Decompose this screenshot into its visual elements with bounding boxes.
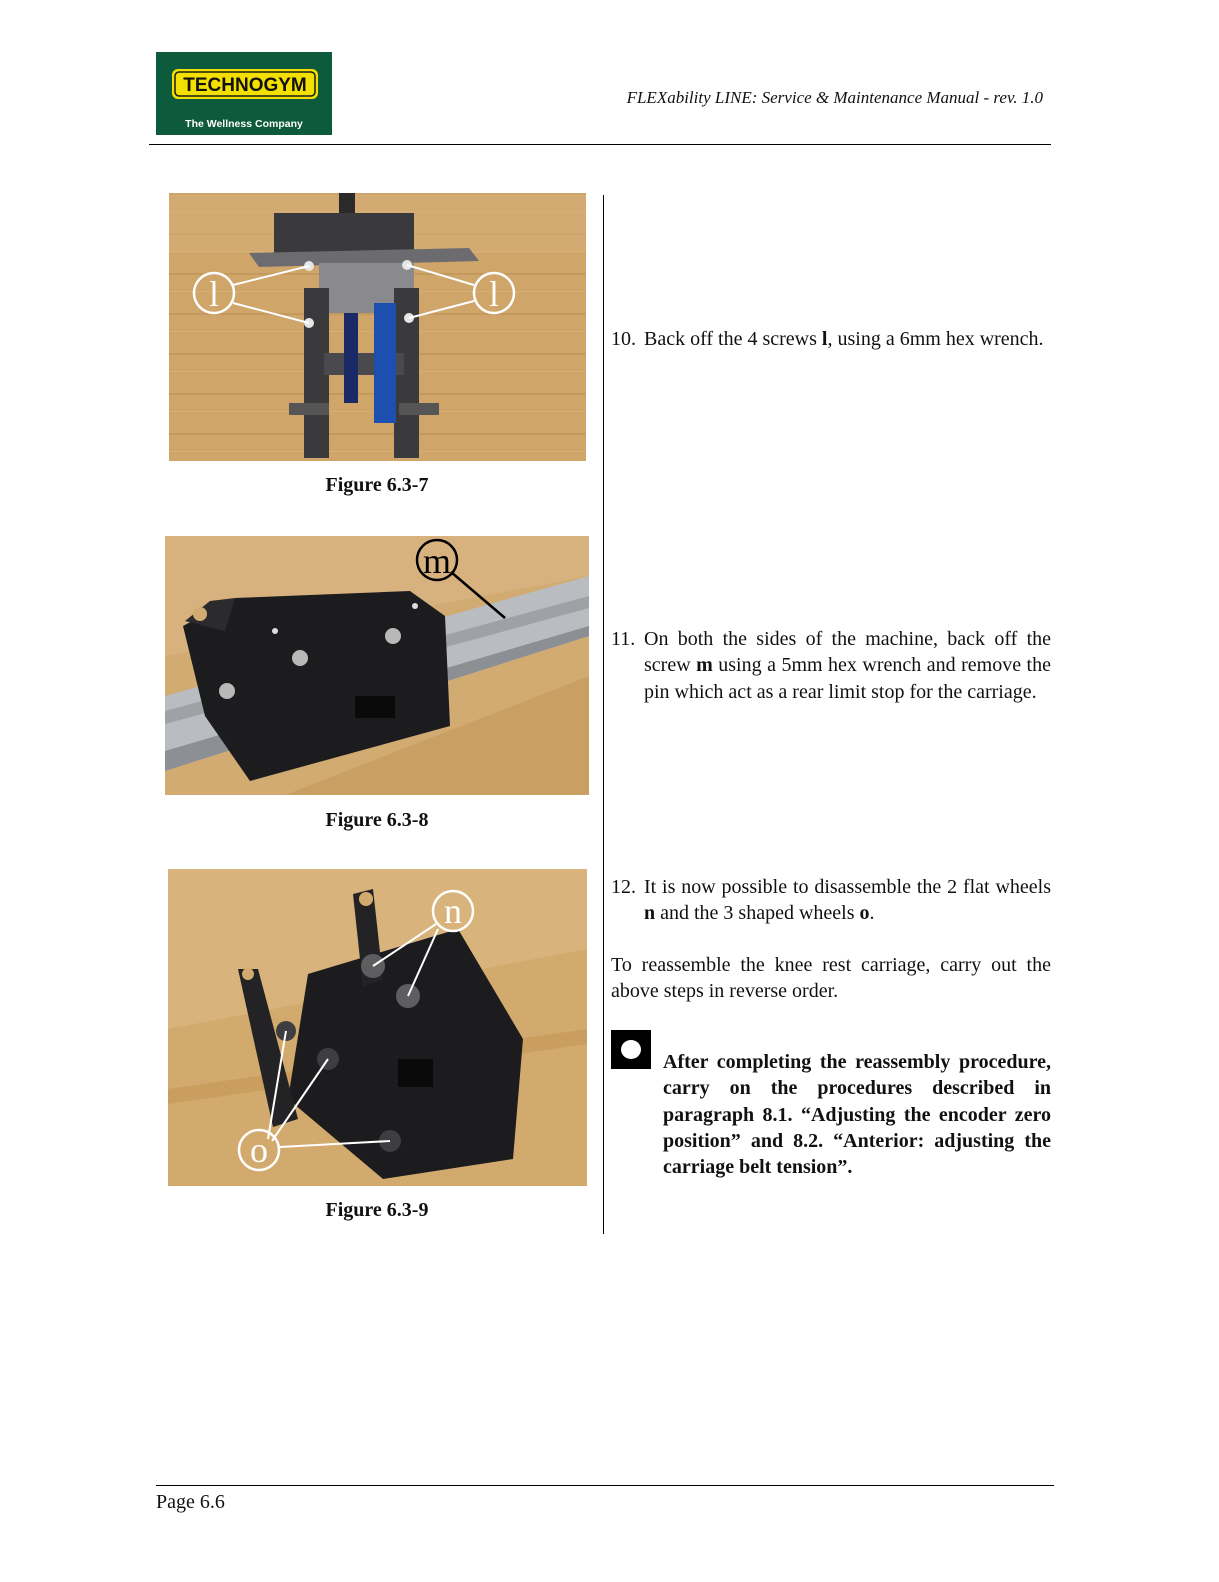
technogym-logo	[156, 52, 332, 135]
step-12	[611, 874, 1051, 927]
figure-caption: Figure 6.3-9	[325, 1199, 429, 1221]
figure-caption: Figure 6.3-7	[325, 474, 429, 496]
logo-wordmark-plate	[172, 67, 318, 101]
footer-rule	[156, 1485, 1054, 1486]
bullet-circle-icon	[611, 1030, 651, 1069]
logo-wordmark: TECHNOGYM	[183, 75, 307, 96]
step-reference-bold: l	[821, 328, 828, 350]
step-text-part: On both the sides of the machine, back off the screw	[644, 628, 1051, 677]
figure-photo-6-3-9	[168, 869, 587, 1186]
logo-tagline: The Wellness Company	[185, 118, 303, 130]
step-text-part: and the 3 shaped wheels	[655, 902, 860, 925]
callout-label: l	[488, 274, 500, 314]
page-number: Page 6.6	[156, 1491, 225, 1513]
step-text-part: , using a 6mm hex wrench.	[827, 328, 1044, 350]
header-rule	[149, 144, 1051, 145]
step-reference-bold: o	[859, 902, 870, 925]
callout-label: m	[422, 541, 452, 581]
callout-label: o	[250, 1130, 268, 1170]
callout-label: l	[208, 274, 220, 314]
figure-caption: Figure 6.3-8	[325, 809, 429, 831]
step-number: 12.	[611, 876, 636, 898]
step-text-part: It is now possible to disassemble the 2 flat wheels	[644, 876, 1051, 898]
step-11	[611, 626, 1051, 705]
step-reference-bold: m	[696, 654, 713, 677]
step-text-part: .	[869, 902, 875, 925]
figure-photo-6-3-8	[165, 536, 589, 795]
step-text	[644, 326, 1051, 352]
step-10	[611, 326, 1051, 352]
reassemble-paragraph: To reassemble the knee rest carriage, carry out the above steps in reverse order.	[611, 954, 1051, 1003]
document-title: FLEXability LINE: Service & Maintenance Manual - rev. 1.0	[626, 88, 1043, 107]
step-text	[644, 626, 1051, 705]
step-text	[644, 874, 1051, 927]
callout-label: n	[444, 891, 462, 931]
step-number: 10.	[611, 328, 636, 350]
note-text: After completing the reassembly procedure, carry on the procedures described in paragraph 8.1. “Adjusting the encoder zero position” and 8.2. “Anterior: adjusting the carriage belt tension”.	[663, 1051, 1051, 1179]
column-divider	[603, 195, 604, 1234]
step-reference-bold: n	[644, 902, 656, 925]
step-number: 11.	[611, 628, 636, 650]
figure-photo-6-3-7	[169, 193, 586, 461]
step-text-part: using a 5mm hex wrench and remove the pin which act as a rear limit stop for the carriage.	[644, 654, 1051, 703]
step-text-part: Back off the 4 screws	[644, 328, 822, 350]
